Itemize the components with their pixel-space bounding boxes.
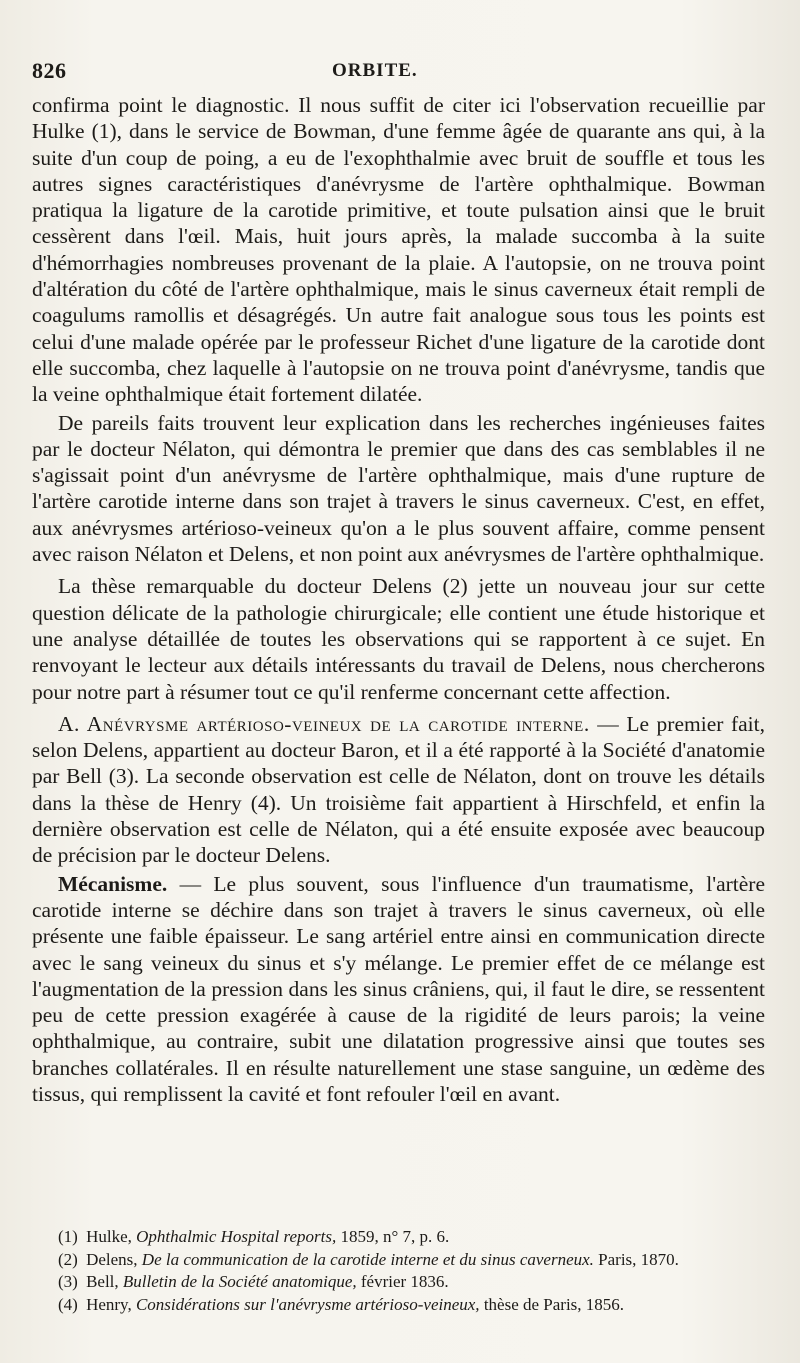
- section-paragraph: [32, 871, 765, 1108]
- footnote-title: Considérations sur l'anévrysme artérioso-veineux,: [135, 1294, 480, 1314]
- section-heading: A. Anévrysme artérioso-veineux de la carotide interne.: [58, 711, 590, 736]
- footnote-rest: 1859, n° 7, p. 6.: [340, 1227, 450, 1246]
- running-head: ORBITE.: [332, 60, 418, 81]
- page-number: 826: [32, 58, 67, 83]
- footnote-rest: thèse de Paris, 1856.: [483, 1294, 625, 1314]
- footnote: [32, 1249, 765, 1272]
- footnote-mark: (3): [58, 1272, 78, 1291]
- footnote-title: Ophthalmic Hospital reports,: [136, 1227, 337, 1246]
- paragraph: De pareils faits trouvent leur explication dans les recherches ingénieuses faites par le docteur Nélaton, qui démontra le premier que dans des cas semblables il ne s'agissait point d'un anévrysme de l'artère ophthalmique, mais d'une rupture de l'artère carotide interne dans son trajet à travers le sinus caverneux. C'est, en effet, aux anévrysmes artérioso-veineux qu'on a le plus souvent affaire, comme pensent avec raison Nélaton et Delens, et non point aux anévrysmes de l'artère ophthalmique.: [32, 410, 765, 567]
- footnote-author: Bell,: [86, 1272, 119, 1291]
- footnote-mark: (4): [58, 1294, 78, 1314]
- footnote-mark: (2): [58, 1249, 78, 1269]
- main-text: [32, 92, 765, 1107]
- paragraph: La thèse remarquable du docteur Delens (2) jette un nouveau jour sur cette question délicate de la pathologie chirurgicale; elle contient une étude historique et une analyse détaillée de toutes les observations qui se rapportent à ce sujet. En renvoyant le lecteur aux détails intéressants du travail de Delens, nous chercherons pour notre part à résumer tout ce qu'il renferme concernant cette affection.: [32, 574, 765, 704]
- footnote-author: Hulke,: [86, 1227, 132, 1246]
- footnote-author: Henry,: [86, 1294, 132, 1314]
- footnote: [32, 1294, 765, 1317]
- paragraph: confirma point le diagnostic. Il nous suffit de citer ici l'observation recueillie par Hulke (1), dans le service de Bowman, d'une femme âgée de quarante ans qui, à la suite d'un coup de poing, a eu de l'exophthalmie avec bruit de souffle et tous les autres signes caractéristiques d'anévrysme de l'artère ophthalmique. Bowman pratiqua la ligature de la carotide primitive, et toute pulsation ainsi que le bruit cessèrent dans l'œil. Mais, huit jours après, la malade succomba à la suite d'hémorrhagies nombreuses provenant de la plaie. A l'autopsie, on ne trouva point d'altération du côté de l'artère ophthalmique, mais le sinus caverneux était rempli de coagulums ramollis et désagrégés. Un autre fait analogue sous tous les points est celui d'une malade opérée par le professeur Richet d'une ligature de la carotide dont elle succomba, chez laquelle à l'autopsie on ne trouva point d'anévrysme, tandis que la veine ophthalmique était fortement dilatée.: [32, 93, 765, 407]
- page-header: [32, 58, 768, 88]
- footnote-title: De la communication de la carotide interne et du sinus caverneux.: [141, 1249, 594, 1269]
- subsection-heading: Mécanisme.: [58, 871, 168, 896]
- section-text: — Le premier fait, selon Delens, appartient au docteur Baron, et il a été rapporté à la Société d'anatomie par Bell (3). La seconde observation est celle de Nélaton, dont on trouve les détails dans la thèse de Henry (4). Un troisième fait appartient à Hirschfeld, et enfin la dernière observation est celle de Nélaton, qui a été ensuite exposée avec beaucoup de précision par le docteur Delens.: [32, 711, 765, 868]
- footnote: [32, 1271, 765, 1294]
- section-text: — Le plus souvent, sous l'influence d'un traumatisme, l'artère carotide interne se déchire dans son trajet à travers le sinus caverneux, où elle présente une faible épaisseur. Le sang artériel entre ainsi en communication directe avec le sang veineux du sinus et s'y mélange. Le premier effet de ce mélange est l'augmentation de la pression dans les sinus crâniens, qui, il faut le dire, se ressentent peu de cette pression exagérée à cause de la rigidité de leurs parois; la veine ophthalmique, au contraire, subit une dilatation progressive ainsi que toutes ses branches collatérales. Il en résulte naturellement une stase sanguine, un œdème des tissus, qui remplissent la cavité et font refouler l'œil en avant.: [32, 871, 765, 1106]
- footnote-author: Delens,: [86, 1249, 138, 1269]
- footnotes: [32, 1226, 765, 1316]
- footnote: [32, 1226, 765, 1249]
- footnote-rest: février 1836.: [360, 1272, 449, 1291]
- footnote-mark: (1): [58, 1227, 78, 1246]
- footnote-rest: Paris, 1870.: [598, 1249, 679, 1269]
- footnote-title: Bulletin de la Société anatomique,: [122, 1272, 357, 1291]
- section-paragraph: [32, 711, 765, 869]
